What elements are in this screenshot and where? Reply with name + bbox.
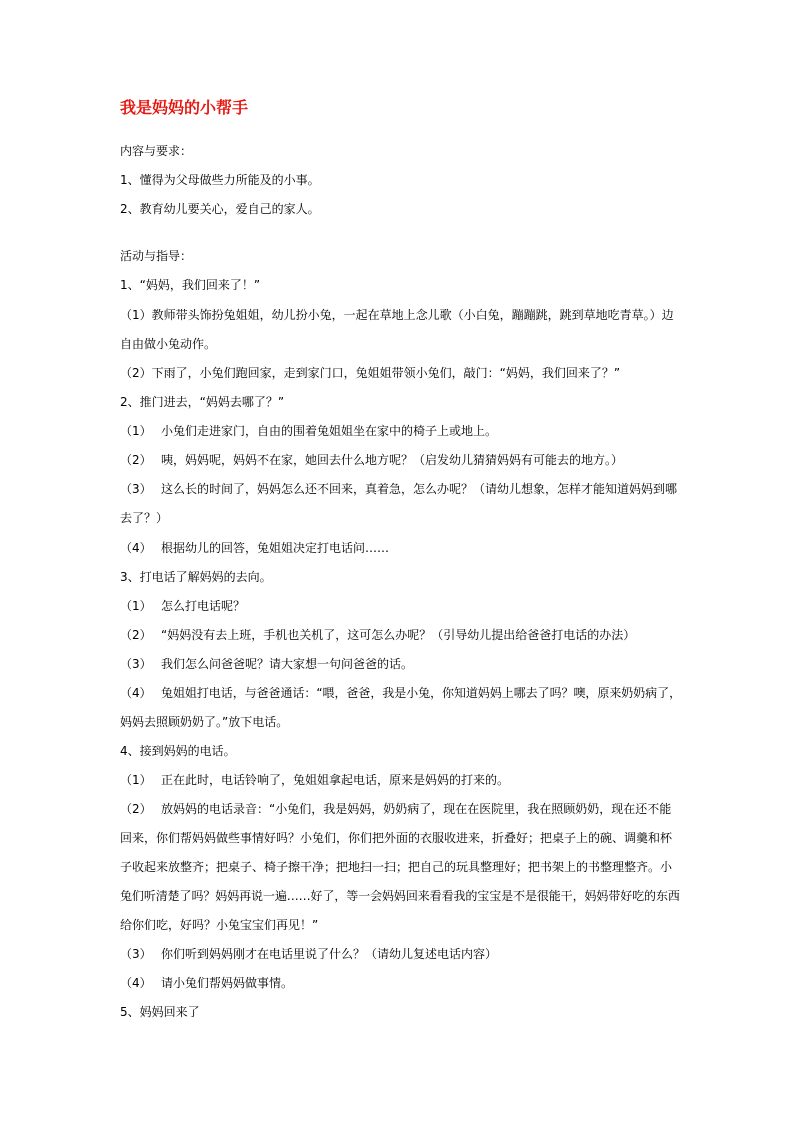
section-2-item-1 xyxy=(120,423,497,439)
section-3-item-3 xyxy=(120,656,413,672)
item-text: 兔姐姐打电话，与爸爸通话：“喂，爸爸，我是小兔，你知道妈妈上哪去了吗？噢，原来奶奶病了， xyxy=(161,686,682,700)
page-title: 我是妈妈的小帮手 xyxy=(120,98,249,117)
section-2-item-2 xyxy=(120,452,623,468)
item-text: 小兔们走进家门，自由的围着兔姐姐坐在家中的椅子上或地上。 xyxy=(161,424,498,438)
item-text: 我们怎么问爸爸呢？请大家想一句问爸爸的话。 xyxy=(161,657,414,671)
section-4-item-3 xyxy=(120,946,497,962)
section-3-item-4-continued: 妈妈去照顾奶奶了。”放下电话。 xyxy=(120,715,289,729)
item-number: （1） xyxy=(120,599,152,613)
item-number: （3） xyxy=(120,657,152,671)
section-4-item-1 xyxy=(120,772,509,788)
item-number: （4） xyxy=(120,541,152,555)
section-1-paragraph-1-continued: 自由做小兔动作。 xyxy=(120,337,217,351)
section-5-heading: 5、妈妈回来了 xyxy=(120,1005,200,1019)
section-4-item-2-continued-1: 回来，你们帮妈妈做些事情好吗？小兔们，你们把外面的衣服收进来，折叠好；把桌子上的碗、调羹和杯 xyxy=(120,831,673,845)
item-text: 怎么打电话呢？ xyxy=(161,599,246,613)
section-4-item-2 xyxy=(120,801,671,817)
item-number: （1） xyxy=(120,773,152,787)
item-text: 请小兔们帮妈妈做事情。 xyxy=(161,976,294,990)
section-3-item-1 xyxy=(120,598,245,614)
section-3-item-2 xyxy=(120,627,635,643)
section-2-item-3-continued: 去了？） xyxy=(120,511,169,525)
item-number: （3） xyxy=(120,482,152,496)
item-number: （2） xyxy=(120,453,152,467)
item-number: （2） xyxy=(120,628,152,642)
section-2-item-4 xyxy=(120,540,389,556)
item-text: 放妈妈的电话录音：“小兔们，我是妈妈，奶奶病了，现在在医院里，我在照顾奶奶，现在还不能 xyxy=(161,802,672,816)
section-4-heading: 4、接到妈妈的电话。 xyxy=(120,744,236,758)
item-number: （4） xyxy=(120,976,152,990)
section-4-item-4 xyxy=(120,975,293,991)
item-number: （4） xyxy=(120,686,152,700)
section-1-paragraph-2: （2）下雨了，小兔们跑回家，走到家门口，兔姐姐带领小兔们，敲门：“妈妈，我们回来了？” xyxy=(120,366,621,380)
section-1-heading: 1、“妈妈，我们回来了！” xyxy=(120,278,261,292)
item-text: 根据幼儿的回答，兔姐姐决定打电话问…… xyxy=(161,541,390,555)
item-number: （2） xyxy=(120,802,152,816)
content-heading: 内容与要求： xyxy=(120,144,193,158)
section-1-paragraph-1: （1）教师带头饰扮兔姐姐，幼儿扮小兔，一起在草地上念儿歌（小白兔，蹦蹦跳，跳到草地吃青草。）边 xyxy=(120,308,674,322)
item-text: 正在此时，电话铃响了，兔姐姐拿起电话，原来是妈妈的打来的。 xyxy=(161,773,510,787)
section-3-heading: 3、打电话了解妈妈的去向。 xyxy=(120,570,272,584)
section-2-heading: 2、推门进去，“妈妈去哪了？” xyxy=(120,395,285,409)
activity-heading: 活动与指导： xyxy=(120,249,193,263)
section-3-item-4 xyxy=(120,685,681,701)
section-2-item-3 xyxy=(120,481,677,497)
item-text: 你们听到妈妈刚才在电话里说了什么？（请幼儿复述电话内容） xyxy=(161,947,498,961)
item-number: （1） xyxy=(120,424,152,438)
requirement-item-2: 2、教育幼儿要关心，爱自己的家人。 xyxy=(120,202,320,216)
item-text: 咦，妈妈呢，妈妈不在家，她回去什么地方呢？（启发幼儿猜猜妈妈有可能去的地方。） xyxy=(161,453,624,467)
item-text: 这么长的时间了，妈妈怎么还不回来，真着急，怎么办呢？（请幼儿想象，怎样才能知道妈妈到哪 xyxy=(161,482,678,496)
requirement-item-1: 1、懂得为父母做些力所能及的小事。 xyxy=(120,173,320,187)
section-4-item-2-continued-2: 子收起来放整齐；把桌子、椅子擦干净；把地扫一扫；把自己的玩具整理好；把书架上的书整理整齐。小 xyxy=(120,860,673,874)
item-text: “妈妈没有去上班，手机也关机了，这可怎么办呢？（引导幼儿提出给爸爸打电话的办法） xyxy=(161,628,636,642)
section-4-item-2-continued-4: 给你们吃，好吗？小兔宝宝们再见！” xyxy=(120,918,319,932)
item-number: （3） xyxy=(120,947,152,961)
section-4-item-2-continued-3: 兔们听清楚了吗？妈妈再说一遍……好了，等一会妈妈回来看看我的宝宝是不是很能干，妈妈带好吃的东西 xyxy=(120,889,680,903)
